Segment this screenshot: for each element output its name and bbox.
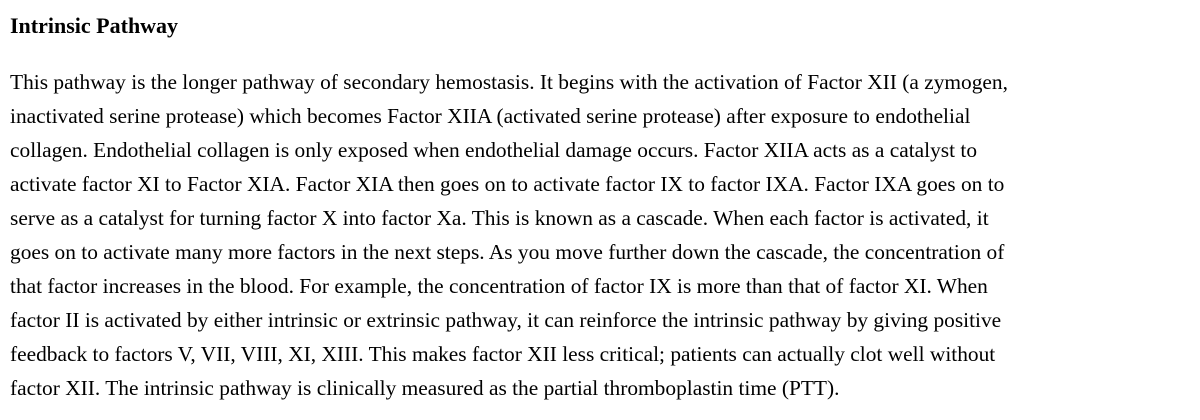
paragraph-line-9: feedback to factors V, VII, VIII, XI, XIII. This makes factor XII less critical; patients can actually clot well without [10,342,996,366]
paragraph-line-3: collagen. Endothelial collagen is only exposed when endothelial damage occurs. Factor XIIA acts as a catalyst to [10,138,978,162]
section-heading: Intrinsic Pathway [10,13,179,38]
body-paragraph [10,65,1195,405]
paragraph-line-1: This pathway is the longer pathway of secondary hemostasis. It begins with the activation of Factor XII (a zymogen, [10,70,1008,94]
paragraph-line-5: serve as a catalyst for turning factor X into factor Xa. This is known as a cascade. When each factor is activated, it [10,206,989,230]
paragraph-line-4: activate factor XI to Factor XIA. Factor XIA then goes on to activate factor IX to factor IXA. Factor IXA goes on to [10,172,1005,196]
paragraph-line-8: factor II is activated by either intrinsic or extrinsic pathway, it can reinforce the intrinsic pathway by giving positive [10,308,1002,332]
paragraph-line-6: goes on to activate many more factors in the next steps. As you move further down the cascade, the concentration of [10,240,1005,264]
paragraph-line-10: factor XII. The intrinsic pathway is clinically measured as the partial thromboplastin time (PTT). [10,376,840,400]
paragraph-line-7: that factor increases in the blood. For example, the concentration of factor IX is more than that of factor XI. When [10,274,988,298]
paragraph-line-2: inactivated serine protease) which becomes Factor XIIA (activated serine protease) after exposure to endothelial [10,104,971,128]
